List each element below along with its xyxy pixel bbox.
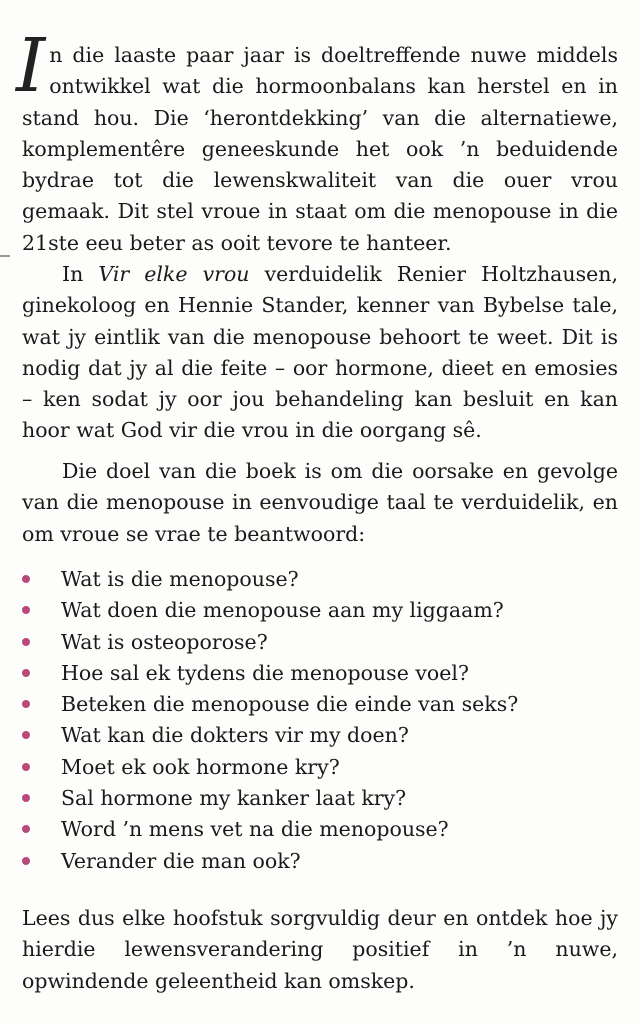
question-text: Verander die man ook? (61, 848, 301, 873)
summary-lead: In (62, 262, 99, 286)
purpose-paragraph: Die doel van die boek is om die oorsake en gevolge van die menopouse in eenvoudige taal te verduidelik, en om vroue se vrae te beantwoord: (22, 459, 618, 546)
intro-text: n die laaste paar jaar is doeltreffende nuwe middels ontwikkel wat die hormoonbalans kan herstel en in stand hou. Die ‘herontdekking’ van die alternatiewe, komplementêre geneeskunde het ook ’n beduidende bydrae tot die lewenskwaliteit van die ouer vrou gemaak. Dit stel vroue in staat om die menopouse in die 21ste eeu beter as ooit tevore te hanteer. (22, 43, 618, 255)
bullet-icon (22, 700, 30, 708)
bullet-icon (22, 575, 30, 583)
list-item (22, 627, 618, 658)
intro-paragraph (16, 23, 618, 259)
bullet-icon (22, 606, 30, 614)
question-text: Sal hormone my kanker laat kry? (61, 786, 407, 811)
drop-cap: I (16, 23, 46, 109)
summary-text: verduidelik Renier Holtzhausen, ginekoloog en Hennie Stander, kenner van Bybelse tale, wat jy eintlik van die menopouse behoort te weet. Dit is nodig dat jy al die feite – oor hormone, dieet en emosies – ken sodat jy oor jou behandeling kan besluit en kan hoor wat God vir die vrou in die oorgang sê. (22, 262, 618, 443)
question-text: Wat kan die dokters vir my doen? (61, 723, 409, 748)
question-text: Word ’n mens vet na die menopouse? (61, 817, 449, 842)
bullet-icon (22, 638, 30, 646)
closing-paragraph: Lees dus elke hoofstuk sorgvuldig deur en ontdek hoe jy hierdie lewensverandering positief in ’n nuwe, opwindende geleentheid kan omskep. (22, 906, 618, 993)
question-text: Hoe sal ek tydens die menopouse voel? (61, 660, 469, 685)
list-item (22, 846, 618, 877)
bullet-icon (22, 857, 30, 865)
list-item (22, 689, 618, 720)
question-text: Wat is osteoporose? (61, 629, 268, 654)
list-item (22, 658, 618, 689)
bullet-icon (22, 825, 30, 833)
question-text: Moet ek ook hormone kry? (61, 754, 340, 779)
question-text: Beteken die menopouse die einde van seks? (61, 692, 519, 717)
question-text: Wat doen die menopouse aan my liggaam? (61, 598, 504, 623)
list-item (22, 720, 618, 751)
margin-mark (0, 255, 10, 257)
bullet-icon (22, 669, 30, 677)
bullet-icon (22, 763, 30, 771)
book-title: Vir elke vrou (98, 262, 250, 286)
list-item (22, 595, 618, 626)
book-summary-paragraph (22, 259, 618, 447)
list-item (22, 783, 618, 814)
question-text: Wat is die menopouse? (61, 567, 299, 591)
list-item (22, 564, 618, 595)
list-item (22, 752, 618, 783)
bullet-icon (22, 731, 30, 739)
question-list (22, 564, 618, 877)
list-item (22, 814, 618, 845)
bullet-icon (22, 794, 30, 802)
